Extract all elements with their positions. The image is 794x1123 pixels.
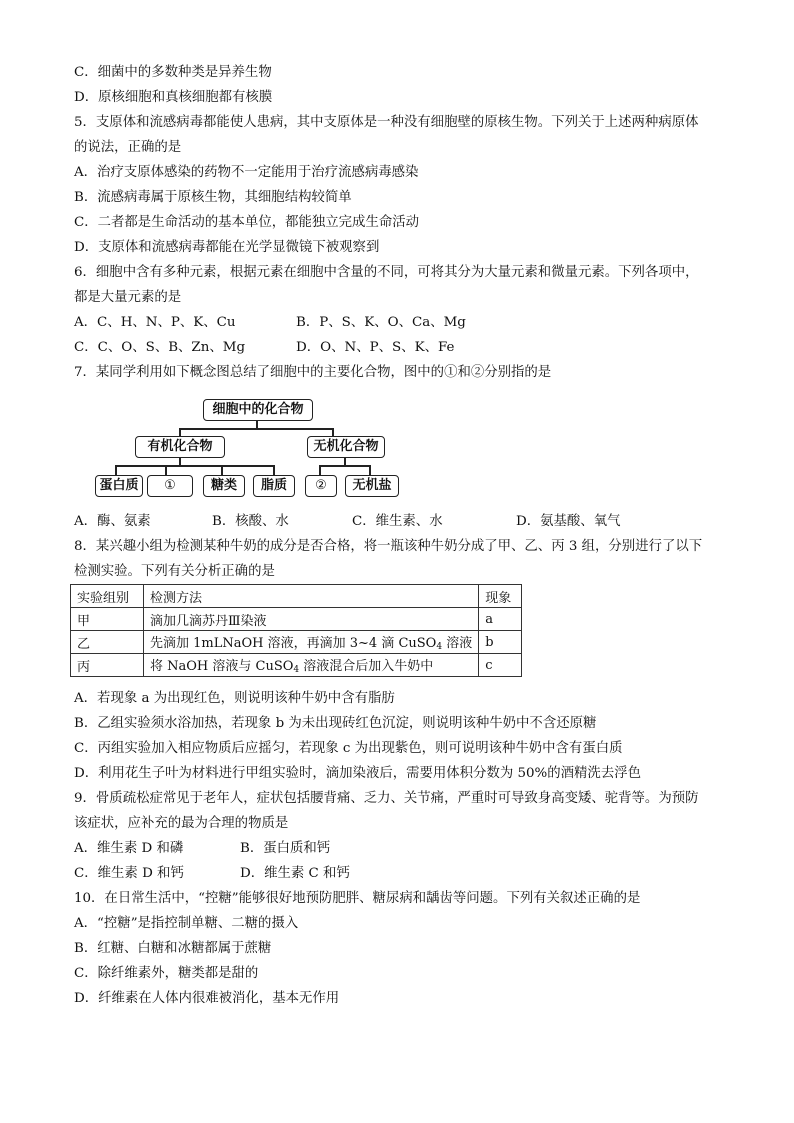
diagram-root: 细胞中的化合物 xyxy=(203,399,313,421)
diagram-leaf-2: ② xyxy=(305,475,337,497)
diagram-leaf-sugar: 糖类 xyxy=(203,475,245,497)
table-cell-result: a xyxy=(479,608,522,631)
diagram-leaf-1: ① xyxy=(147,475,193,497)
q5-option-b: B．流感病毒属于原核生物，其细胞结构较简单 xyxy=(74,190,352,205)
q6-stem-line1: 6．细胞中含有多种元素，根据元素在细胞中含量的不同，可将其分为大量元素和微量元素。下列各项中， xyxy=(74,265,699,280)
q6-option-c: C．C、O、S、B、Zn、Mg xyxy=(74,340,246,355)
table-header-method: 检测方法 xyxy=(144,585,479,608)
table-cell-method: 滴加几滴苏丹Ⅲ染液 xyxy=(144,608,479,631)
q9-stem-line2: 该症状，应补充的最为合理的物质是 xyxy=(74,816,289,831)
table-cell-method: 将 NaOH 溶液与 CuSO$_4$ 溶液混合后加入牛奶中 xyxy=(144,654,479,677)
q5-option-a: A．治疗支原体感染的药物不一定能用于治疗流感病毒感染 xyxy=(74,165,419,180)
diagram-organic: 有机化合物 xyxy=(135,436,225,458)
q8-option-a: A．若现象 a 为出现红色，则说明该种牛奶中含有脂肪 xyxy=(74,691,395,706)
concept-diagram xyxy=(95,395,425,505)
table-cell-result: b xyxy=(479,631,522,654)
q10-option-b: B．红糖、白糖和冰糖都属于蔗糖 xyxy=(74,941,272,956)
table-cell-result: c xyxy=(479,654,522,677)
q4-option-c: C．细菌中的多数种类是异养生物 xyxy=(74,65,272,80)
q10-option-a: A．“控糖”是指控制单糖、二糖的摄入 xyxy=(74,916,299,931)
q5-option-d: D．支原体和流感病毒都能在光学显微镜下被观察到 xyxy=(74,240,380,255)
table-cell-group: 丙 xyxy=(71,654,144,677)
table-header-group: 实验组别 xyxy=(71,585,144,608)
q7-option-d: D．氨基酸、氧气 xyxy=(516,514,621,529)
table-cell-group: 乙 xyxy=(71,631,144,654)
q8-option-b: B．乙组实验须水浴加热，若现象 b 为未出现砖红色沉淀，则说明该种牛奶中不含还原糖 xyxy=(74,716,597,731)
q6-option-b: B．P、S、K、O、Ca、Mg xyxy=(296,315,466,330)
q6-stem-line2: 都是大量元素的是 xyxy=(74,290,182,305)
q5-stem-line1: 5．支原体和流感病毒都能使人患病，其中支原体是一种没有细胞壁的原核生物。下列关于上述两种病原体 xyxy=(74,115,699,130)
table-header-row xyxy=(71,585,522,608)
diagram-leaf-protein: 蛋白质 xyxy=(95,475,143,497)
q9-option-b: B．蛋白质和钙 xyxy=(240,841,331,856)
q9-option-c: C．维生素 D 和钙 xyxy=(74,866,184,881)
q9-stem-line1: 9．骨质疏松症常见于老年人，症状包括腰背痛、乏力、关节痛，严重时可导致身高变矮、驼背等。为预防 xyxy=(74,791,699,806)
q7-option-c: C．维生素、水 xyxy=(352,514,443,529)
table-row xyxy=(71,608,522,631)
diagram-leaf-lipid: 脂质 xyxy=(253,475,295,497)
q8-stem-line2: 检测实验。下列有关分析正确的是 xyxy=(74,564,275,579)
table-cell-method: 先滴加 1mLNaOH 溶液，再滴加 3~4 滴 CuSO$_4$ 溶液 xyxy=(144,631,479,654)
q4-option-d: D．原核细胞和真核细胞都有核膜 xyxy=(74,90,273,105)
q5-option-c: C．二者都是生命活动的基本单位，都能独立完成生命活动 xyxy=(74,215,420,230)
table-cell-group: 甲 xyxy=(71,608,144,631)
diagram-leaf-salt: 无机盐 xyxy=(345,475,399,497)
q8-option-d: D．利用花生子叶为材料进行甲组实验时，滴加染液后，需要用体积分数为 50%的酒精洗去浮色 xyxy=(74,766,641,781)
q6-option-d: D．O、N、P、S、K、Fe xyxy=(296,340,455,355)
table-row xyxy=(71,654,522,677)
q9-option-d: D．维生素 C 和钙 xyxy=(240,866,350,881)
table-header-result: 现象 xyxy=(479,585,522,608)
q10-stem: 10．在日常生活中，“控糖”能够很好地预防肥胖、糖尿病和龋齿等问题。下列有关叙述正确的是 xyxy=(74,891,641,906)
experiment-table xyxy=(70,584,522,677)
table-row xyxy=(71,631,522,654)
q5-stem-line2: 的说法，正确的是 xyxy=(74,140,182,155)
q10-option-c: C．除纤维素外，糖类都是甜的 xyxy=(74,966,259,981)
q7-option-a: A．酶、氨素 xyxy=(74,514,151,529)
q9-option-a: A．维生素 D 和磷 xyxy=(74,841,184,856)
q10-option-d: D．纤维素在人体内很难被消化，基本无作用 xyxy=(74,991,340,1006)
q7-stem: 7．某同学利用如下概念图总结了细胞中的主要化合物，图中的①和②分别指的是 xyxy=(74,365,552,380)
q8-stem-line1: 8．某兴趣小组为检测某种牛奶的成分是否合格，将一瓶该种牛奶分成了甲、乙、丙 3 组，分别进行了以下 xyxy=(74,539,703,554)
q8-option-c: C．丙组实验加入相应物质后应摇匀，若现象 c 为出现紫色，则可说明该种牛奶中含有蛋白质 xyxy=(74,741,623,756)
diagram-inorganic: 无机化合物 xyxy=(307,436,385,458)
q7-option-b: B．核酸、水 xyxy=(212,514,289,529)
q6-option-a: A．C、H、N、P、K、Cu xyxy=(74,315,236,330)
